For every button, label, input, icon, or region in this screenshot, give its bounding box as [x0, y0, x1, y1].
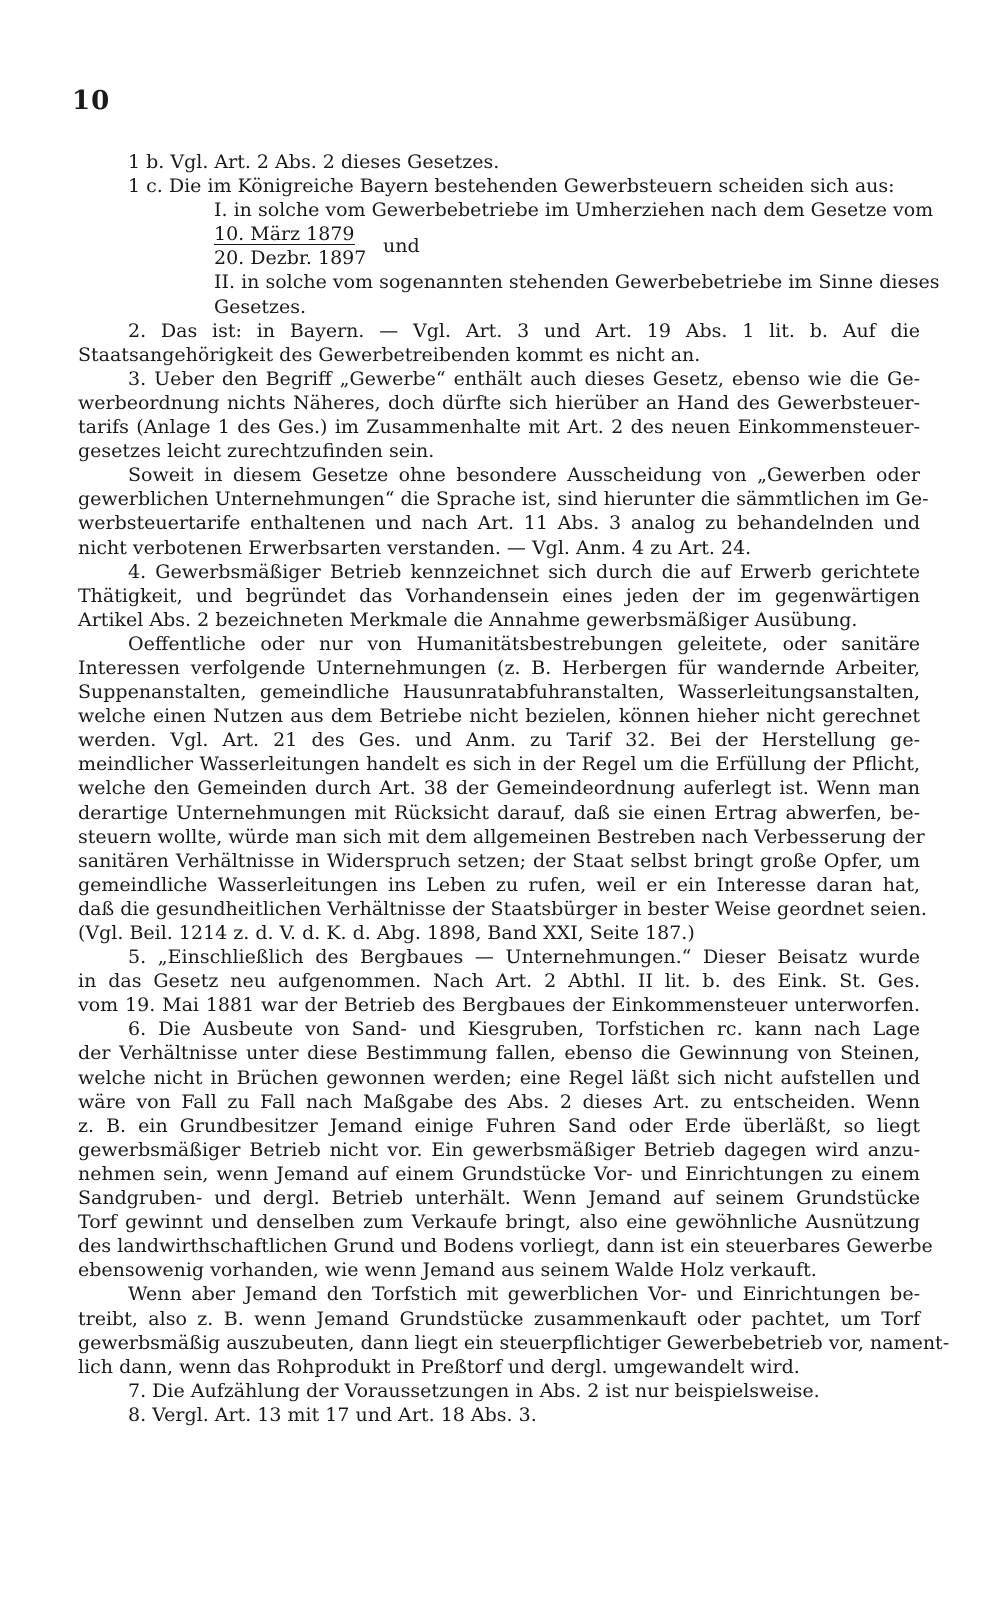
- text-line: [78, 969, 920, 993]
- text-line-content: Thätigkeit, und begründet das Vorhandensein eines jeden der im gegenwärtigen: [78, 584, 920, 607]
- text-line-content: Suppenanstalten, gemeindliche Hausunratabfuhranstalten, Wasserleitungsanstalten,: [78, 681, 920, 704]
- text-line: [78, 921, 920, 945]
- text-line-content: in das Gesetz neu aufgenommen. Nach Art. 2 Abthl. II lit. b. des Eink. St. Ges.: [78, 970, 920, 993]
- text-line-content: 2. Das ist: in Bayern. — Vgl. Art. 3 und Art. 19 Abs. 1 lit. b. Auf die: [128, 319, 920, 342]
- text-line: [78, 319, 920, 343]
- text-line-content: welche nicht in Brüchen gewonnen werden; eine Regel läßt sich nicht aufstellen und: [78, 1066, 920, 1089]
- text-line-content: 1 c. Die im Königreiche Bayern bestehenden Gewerbsteuern scheiden sich aus:: [128, 175, 895, 198]
- text-line-content: Torf gewinnt und denselben zum Verkaufe bringt, also eine gewöhnliche Ausnützung: [78, 1211, 920, 1234]
- text-line: [78, 1114, 920, 1138]
- text-line: [78, 1307, 920, 1331]
- text-line-content: werden. Vgl. Art. 21 des Ges. und Anm. zu Tarif 32. Bei der Herstellung ge-: [78, 729, 920, 752]
- text-line: [78, 1138, 920, 1162]
- text-line: [78, 487, 929, 511]
- text-line-content: Sandgruben- und dergl. Betrieb unterhält. Wenn Jemand auf seinem Grundstücke: [78, 1187, 920, 1210]
- text-line: [78, 656, 920, 680]
- text-line-content: sanitären Verhältnisse in Widerspruch setzen; der Staat selbst bringt große Opfer, um: [78, 849, 920, 872]
- text-line-content: I. in solche vom Gewerbebetriebe im Umherziehen nach dem Gesetze vom: [214, 199, 934, 222]
- text-line-content: gewerbsmäßig auszubeuten, dann liegt ein steuerpflichtiger Gewerbebetrieb vor, nament-: [78, 1331, 950, 1354]
- text-line: [78, 632, 920, 656]
- text-line-content: 7. Die Aufzählung der Voraussetzungen in Abs. 2 ist nur beispielsweise.: [128, 1379, 820, 1402]
- text-line-content: 10. März 1879: [214, 223, 355, 246]
- text-line: [78, 1090, 920, 1114]
- text-line: [78, 235, 920, 270]
- text-line-content: werbsteuertarife enthaltenen und nach Art. 11 Abs. 3 analog zu behandelnden und: [78, 512, 920, 535]
- text-line: [78, 1066, 920, 1090]
- text-line-content: Wenn aber Jemand den Torfstich mit gewerblichen Vor- und Einrichtungen be-: [128, 1283, 920, 1306]
- text-line: [78, 1041, 920, 1065]
- text-line: [78, 873, 920, 897]
- text-line-content: lich dann, wenn das Rohprodukt in Preßtorf und dergl. umgewandelt wird.: [78, 1355, 800, 1378]
- text-line-content: 3. Ueber den Begriff „Gewerbe“ enthält auch dieses Gesetz, ebenso wie die Ge-: [128, 367, 920, 390]
- text-line: [78, 1331, 950, 1355]
- text-line: [78, 752, 920, 776]
- text-line: [78, 343, 920, 367]
- text-line: [78, 1282, 920, 1306]
- text-line: [78, 1234, 933, 1258]
- page-number: 10: [72, 86, 111, 116]
- text-line-content: nicht verbotenen Erwerbsarten verstanden. — Vgl. Anm. 4 zu Art. 24.: [78, 536, 752, 559]
- text-line: [78, 849, 920, 873]
- text-line-content: 20. Dezbr. 1897: [214, 247, 367, 270]
- text-line: [78, 801, 920, 825]
- text-line-content: Interessen verfolgende Unternehmungen (z. B. Herbergen für wandernde Arbeiter,: [78, 656, 920, 679]
- text-line-content: 4. Gewerbsmäßiger Betrieb kennzeichnet sich durch die auf Erwerb gerichtete: [128, 560, 920, 583]
- text-line: [78, 1186, 920, 1210]
- text-line-content: gesetzes leicht zurechtzufinden sein.: [78, 440, 435, 463]
- text-line: [78, 560, 920, 584]
- text-line: [78, 897, 927, 921]
- text-line-content: 1 b. Vgl. Art. 2 Abs. 2 dieses Gesetzes.: [128, 151, 500, 173]
- text-line-content: derartige Unternehmungen mit Rücksicht darauf, daß sie einen Ertrag abwerfen, be-: [78, 801, 920, 824]
- und-connector: und: [383, 235, 420, 258]
- text-line-content: Staatsangehörigkeit des Gewerbetreibenden kommt es nicht an.: [78, 343, 701, 366]
- text-line: [78, 584, 920, 608]
- text-line: [78, 463, 920, 487]
- text-line-content: nehmen sein, wenn Jemand auf einem Grundstücke Vor- und Einrichtungen zu einem: [78, 1162, 920, 1185]
- text-line-content: 8. Vergl. Art. 13 mit 17 und Art. 18 Abs. 3.: [128, 1403, 537, 1426]
- text-line-content: daß die gesundheitlichen Verhältnisse der Staatsbürger in bester Weise geordnet seien.: [78, 897, 927, 920]
- text-line-content: gewerbsmäßiger Betrieb nicht vor. Ein gewerbsmäßiger Betrieb dagegen wird anzu-: [78, 1138, 920, 1161]
- text-line: [78, 174, 920, 198]
- text-line: [78, 439, 920, 463]
- text-line: [78, 608, 920, 632]
- text-line-content: welche den Gemeinden durch Art. 38 der Gemeindeordnung auferlegt ist. Wenn man: [78, 777, 920, 800]
- text-line: [78, 1210, 920, 1234]
- text-line: [78, 728, 920, 752]
- text-body: [78, 150, 950, 1427]
- text-line-content: Artikel Abs. 2 bezeichneten Merkmale die Annahme gewerbsmäßiger Ausübung.: [78, 608, 858, 631]
- text-line: [78, 511, 920, 535]
- text-line-content: 5. „Einschließlich des Bergbaues — Unternehmungen.“ Dieser Beisatz wurde: [128, 946, 920, 969]
- text-line-content: der Verhältnisse unter diese Bestimmung fallen, ebenso die Gewinnung von Steinen,: [78, 1042, 920, 1065]
- text-line: [78, 536, 920, 560]
- text-line: [78, 270, 940, 294]
- text-line: [78, 945, 920, 969]
- text-line-content: gemeindliche Wasserleitungen ins Leben zu rufen, weil er ein Interesse daran hat,: [78, 873, 920, 896]
- text-line-content: vom 19. Mai 1881 war der Betrieb des Bergbaues der Einkommensteuer unterworfen.: [78, 994, 920, 1017]
- text-line: [78, 825, 925, 849]
- text-line: [78, 198, 934, 222]
- text-line-content: werbeordnung nichts Näheres, doch dürfte sich hierüber an Hand des Gewerbsteuer-: [78, 391, 920, 414]
- text-line: [78, 704, 920, 728]
- text-line: [78, 776, 920, 800]
- text-line: [78, 1355, 920, 1379]
- text-line-content: II. in solche vom sogenannten stehenden Gewerbebetriebe im Sinne dieses: [214, 271, 940, 294]
- text-line-content: 6. Die Ausbeute von Sand- und Kiesgruben, Torfstichen rc. kann nach Lage: [128, 1018, 920, 1041]
- text-line-content: Soweit in diesem Gesetze ohne besondere Ausscheidung von „Gewerben oder: [128, 464, 920, 487]
- text-line: [78, 222, 920, 246]
- text-line-content: Oeffentliche oder nur von Humanitätsbestrebungen geleitete, oder sanitäre: [128, 632, 920, 655]
- text-line-content: ebensowenig vorhanden, wie wenn Jemand aus seinem Walde Holz verkauft.: [78, 1259, 817, 1282]
- text-line: [78, 1379, 920, 1403]
- text-line-content: welche einen Nutzen aus dem Betriebe nicht bezielen, können hieher nicht gerechnet: [78, 705, 920, 728]
- text-line-content: steuern wollte, würde man sich mit dem allgemeinen Bestreben nach Verbesserung der: [78, 825, 925, 848]
- text-line: [78, 150, 920, 174]
- text-line-content: z. B. ein Grundbesitzer Jemand einige Fuhren Sand oder Erde überläßt, so liegt: [78, 1114, 920, 1137]
- text-line: [78, 367, 920, 391]
- text-line-content: treibt, also z. B. wenn Jemand Grundstücke zusammenkauft oder pachtet, um Torf: [78, 1307, 920, 1330]
- text-line: [78, 1403, 920, 1427]
- text-line: [78, 295, 920, 319]
- text-line: [78, 415, 920, 439]
- text-line-content: Gesetzes.: [214, 295, 307, 318]
- text-line-content: gewerblichen Unternehmungen“ die Sprache ist, sind hierunter die sämmtlichen im Ge-: [78, 488, 929, 511]
- text-line: [78, 1258, 920, 1282]
- text-line: [78, 993, 920, 1017]
- text-line-content: meindlicher Wasserleitungen handelt es sich in der Regel um die Erfüllung der Pflicht,: [78, 753, 920, 776]
- text-line: [78, 1017, 920, 1041]
- text-line-content: tarifs (Anlage 1 des Ges.) im Zusammenhalte mit Art. 2 des neuen Einkommensteuer-: [78, 416, 920, 439]
- text-line: [78, 680, 920, 704]
- text-line-content: des landwirthschaftlichen Grund und Bodens vorliegt, dann ist ein steuerbares Gewerbe: [78, 1235, 933, 1258]
- text-line-content: wäre von Fall zu Fall nach Maßgabe des Abs. 2 dieses Art. zu entscheiden. Wenn: [78, 1090, 920, 1113]
- text-line: [78, 391, 920, 415]
- text-line-content: (Vgl. Beil. 1214 z. d. V. d. K. d. Abg. 1898, Band XXI, Seite 187.): [78, 922, 695, 944]
- text-line: [78, 1162, 920, 1186]
